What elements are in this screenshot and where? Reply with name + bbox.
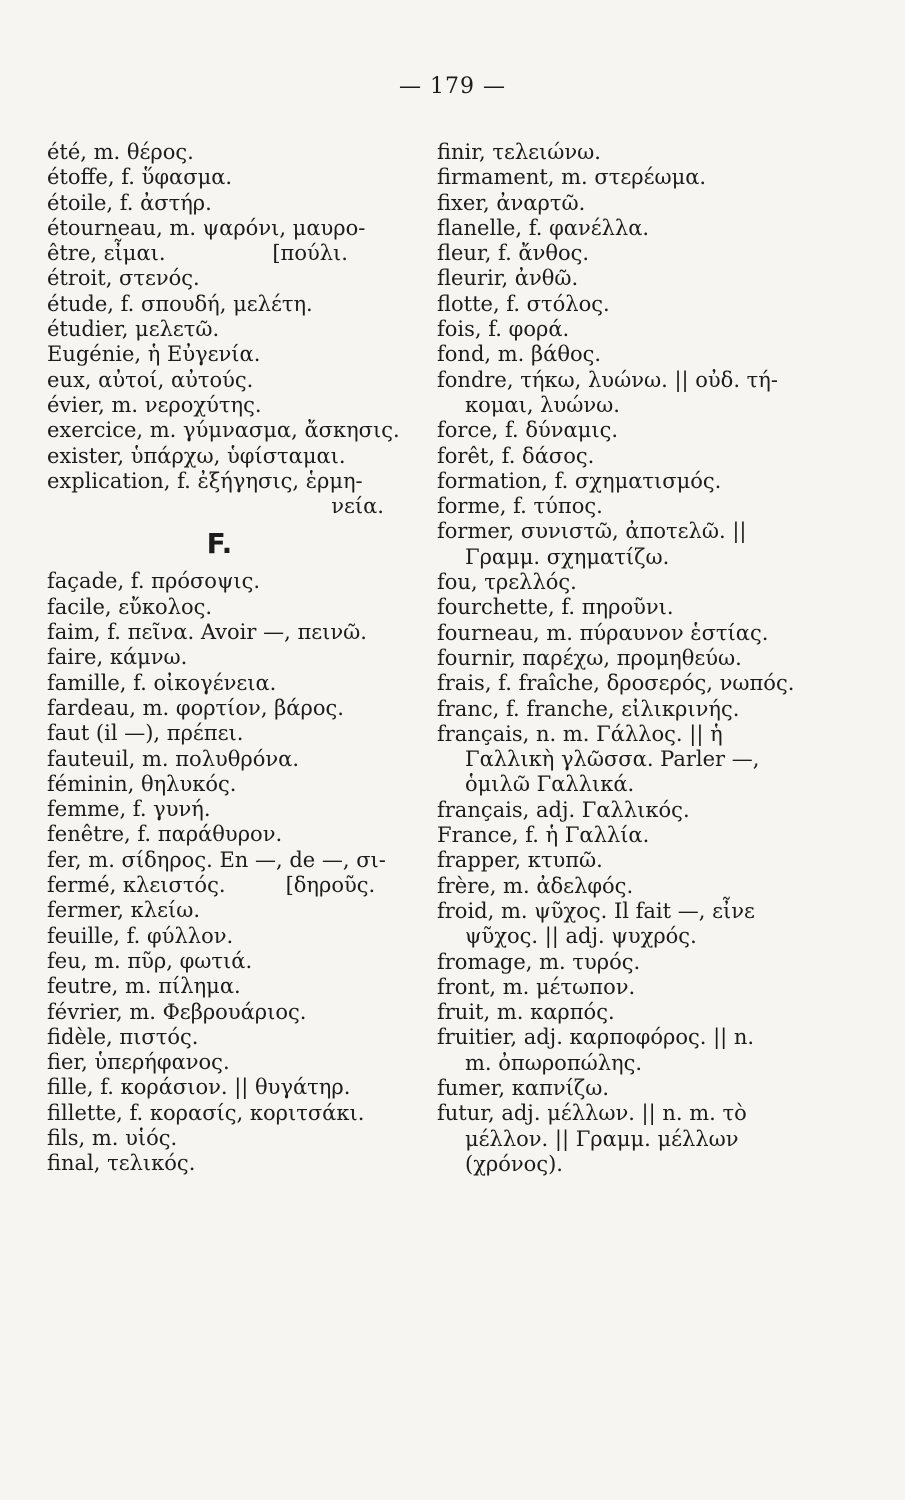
- dictionary-entry: faire, κάμνω.: [47, 645, 188, 670]
- dictionary-entry: franc, f. franche, εἰλικρινής.: [437, 696, 740, 721]
- dictionary-entry: français, n. m. Γάλλος. || ἡ: [437, 721, 723, 746]
- dictionary-entry: fourneau, m. πύραυνον ἑστίας.: [437, 620, 769, 645]
- dictionary-entry-continuation: ψῦχος. || adj. ψυχρός.: [465, 924, 697, 949]
- dictionary-entry: famille, f. οἰκογένεια.: [47, 670, 277, 695]
- dictionary-entry: feutre, m. πίλημα.: [47, 974, 241, 999]
- dictionary-entry: faut (il —), πρέπει.: [47, 721, 244, 746]
- dictionary-entry: frère, m. ἀδελφός.: [437, 873, 634, 898]
- dictionary-entry: fleurir, ἀνθῶ.: [437, 266, 579, 291]
- dictionary-entry: étoffe, f. ὕφασμα.: [47, 165, 233, 190]
- dictionary-entry: flanelle, f. φανέλλα.: [437, 215, 650, 240]
- dictionary-entry: feu, m. πῦρ, φωτιά.: [47, 948, 253, 973]
- dictionary-entry-continuation: m. ὀπωροπώλης.: [465, 1050, 643, 1075]
- dictionary-entry: faim, f. πεῖνα. Avoir —, πεινῶ.: [47, 620, 367, 645]
- dictionary-entry: fier, ὑπερήφανος.: [47, 1050, 230, 1075]
- dictionary-entry-continuation: κομαι, λυώνω.: [465, 392, 620, 417]
- dictionary-entry: force, f. δύναμις.: [437, 418, 619, 443]
- dictionary-entry: fou, τρελλός.: [437, 570, 577, 595]
- dictionary-entry-continuation: ὁμιλῶ Γαλλικά.: [465, 772, 635, 797]
- dictionary-entry: fils, m. υἱός.: [47, 1125, 178, 1150]
- dictionary-entry: fois, f. φορά.: [437, 317, 570, 342]
- dictionary-entry: Eugénie, ἡ Εὐγενία.: [47, 342, 261, 367]
- dictionary-entry: étude, f. σπουδή, μελέτη.: [47, 291, 313, 316]
- dictionary-entry: fond, m. βάθος.: [437, 342, 602, 367]
- dictionary-entry: fourchette, f. πηροῦνι.: [437, 595, 674, 620]
- dictionary-entry: fer, m. σίδηρος. En —, de —, σι-: [47, 847, 386, 872]
- dictionary-entry: fournir, παρέχω, προμηθεύω.: [437, 645, 742, 670]
- dictionary-entry: frais, f. fraîche, δροσερός, νωπός.: [437, 671, 795, 696]
- dictionary-entry: flotte, f. στόλος.: [437, 291, 610, 316]
- dictionary-entry: fruit, m. καρπός.: [437, 1000, 615, 1025]
- dictionary-entry: forme, f. τύπος.: [437, 494, 603, 519]
- dictionary-entry: forêt, f. δάσος.: [437, 443, 595, 468]
- dictionary-entry: étudier, μελετῶ.: [47, 317, 220, 342]
- dictionary-entry: futur, adj. μέλλων. || n. m. τὸ: [437, 1101, 747, 1126]
- dictionary-entry: fille, f. κοράσιον. || θυγάτηρ.: [47, 1075, 351, 1100]
- dictionary-entry: fermé, κλειστός. [δηροῦς.: [47, 873, 376, 898]
- dictionary-entry-continuation: νεία.: [331, 494, 384, 519]
- section-heading-letter: F.: [206, 527, 233, 561]
- dictionary-entry: formation, f. σχηματισμός.: [437, 468, 722, 493]
- left-column: [47, 140, 400, 1177]
- dictionary-entry: été, m. θέρος.: [47, 140, 194, 164]
- dictionary-entry: exister, ὑπάρχω, ὑφίσταμαι.: [47, 443, 346, 468]
- dictionary-entry: féminin, θηλυκός.: [47, 771, 237, 796]
- dictionary-entry: février, m. Φεβρουάριος.: [47, 999, 307, 1024]
- dictionary-entry: fardeau, m. φορτίον, βάρος.: [47, 695, 344, 720]
- dictionary-entry: fruitier, adj. καρποφόρος. || n.: [437, 1025, 755, 1050]
- dictionary-entry: finir, τελειώνω.: [437, 140, 601, 164]
- dictionary-entry: facile, εὔκολος.: [47, 594, 213, 619]
- dictionary-entry: France, f. ἡ Γαλλία.: [437, 823, 650, 848]
- dictionary-entry: fidèle, πιστός.: [47, 1024, 199, 1049]
- dictionary-entry: façade, f. πρόσοψις.: [47, 569, 261, 594]
- dictionary-entry: firmament, m. στερέωμα.: [437, 165, 707, 190]
- dictionary-entry: femme, f. γυνή.: [47, 797, 211, 822]
- dictionary-entry: être, εἶμαι. [πούλι.: [47, 241, 348, 266]
- dictionary-entry: feuille, f. φύλλον.: [47, 923, 234, 948]
- dictionary-entry: fermer, κλείω.: [47, 898, 201, 923]
- dictionary-entry-continuation: μέλλον. || Γραμμ. μέλλων: [465, 1126, 739, 1151]
- dictionary-entry: explication, f. ἐξήγησις, ἑρμη-: [47, 468, 363, 493]
- dictionary-entry: eux, αὐτοί, αὐτούς.: [47, 367, 254, 392]
- dictionary-entry: froid, m. ψῦχος. Il fait —, εἶνε: [437, 898, 755, 923]
- dictionary-entry: fumer, καπνίζω.: [437, 1075, 610, 1100]
- dictionary-entry-continuation: Γραμμ. σχηματίζω.: [465, 544, 670, 569]
- dictionary-entry: fillette, f. κορασίς, κοριτσάκι.: [47, 1100, 365, 1125]
- dictionary-entry: évier, m. νεροχύτης.: [47, 392, 262, 417]
- dictionary-entry: fondre, τήκω, λυώνω. || οὐδ. τή-: [437, 367, 778, 392]
- dictionary-entry: frapper, κτυπῶ.: [437, 848, 603, 873]
- dictionary-entry: final, τελικός.: [47, 1151, 196, 1176]
- dictionary-entry: français, adj. Γαλλικός.: [437, 797, 690, 822]
- right-column: [437, 140, 857, 1177]
- dictionary-entry-continuation: Γαλλικὴ γλῶσσα. Parler —,: [465, 747, 760, 772]
- dictionary-entry: étroit, στενός.: [47, 266, 200, 291]
- dictionary-entry: fauteuil, m. πολυθρόνα.: [47, 746, 300, 771]
- dictionary-entry: fixer, ἀναρτῶ.: [437, 190, 586, 215]
- dictionary-entry: fenêtre, f. παράθυρον.: [47, 822, 283, 847]
- dictionary-entry: étoile, f. ἀστήρ.: [47, 190, 212, 215]
- page-number: — 179 —: [399, 74, 506, 99]
- dictionary-entry-continuation: (χρόνος).: [465, 1151, 563, 1176]
- dictionary-entry: front, m. μέτωπον.: [437, 974, 636, 999]
- dictionary-entry: étourneau, m. ψαρόνι, μαυρο-: [47, 215, 366, 240]
- dictionary-entry: former, συνιστῶ, ἀποτελῶ. ||: [437, 519, 747, 544]
- dictionary-entry: fromage, m. τυρός.: [437, 949, 641, 974]
- dictionary-entry: fleur, f. ἄνθος.: [437, 241, 590, 266]
- dictionary-entry: exercice, m. γύμνασμα, ἄσκησις.: [47, 418, 400, 443]
